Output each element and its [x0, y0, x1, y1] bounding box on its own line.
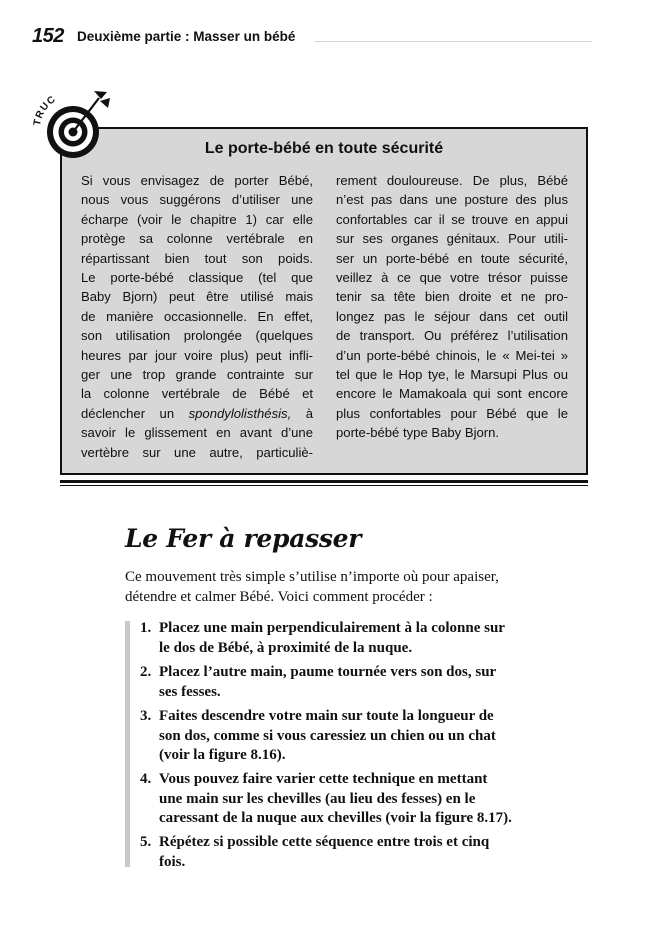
sidebar-line: plus confortables pour Bébé que le [336, 405, 568, 421]
intro-line: détendre et calmer Bébé. Voici comment procéder : [125, 588, 433, 605]
sidebar-line: confortables car il se trouve en appui [336, 211, 568, 227]
intro-line: Ce mouvement très simple s’utilise n’importe où pour apaiser, [125, 569, 499, 585]
sidebar-line: savoir le glissement en avant d’une [81, 425, 313, 441]
sidebar-text-fragment: à [291, 405, 313, 421]
step-line: fois. [159, 853, 186, 870]
sidebar-title: Le porte-bébé en toute sécurité [204, 140, 444, 157]
sidebar-line: Le porte-bébé classique (tel que [81, 270, 313, 286]
sidebar-line: rement douloureuse. De plus, Bébé [336, 173, 568, 188]
step-line: Placez une main perpendiculairement à la colonne sur [159, 620, 505, 636]
sidebar-line: Si vous envisagez de porter Bébé, [81, 173, 313, 188]
step-line: Placez l’autre main, paume tournée vers son dos, sur [159, 664, 497, 680]
step-number: 3. [140, 708, 152, 724]
sidebar-line: de manière occasionnelle. En effet, [81, 308, 313, 324]
running-header-title: Deuxième partie : Masser un bébé [77, 29, 296, 44]
sidebar-line: ger une trop grande contrainte sur [81, 367, 313, 383]
step-number: 1. [140, 620, 152, 636]
sidebar-line: tel que le Hop tye, le Marsupi Plus ou [336, 367, 568, 383]
sidebar-line: heures par jour voire plus) peut infli- [81, 347, 313, 363]
step-text [159, 707, 496, 766]
step-line: le dos de Bébé, à proximité de la nuque. [159, 639, 413, 656]
step-line: caressant de la nuque aux chevilles (voir la figure 8.17). [159, 810, 512, 826]
step-text [159, 663, 496, 702]
section-heading: Le Fer à repasser [125, 524, 362, 553]
sidebar-line: tenir sa tête bien droite et ne pro- [336, 289, 568, 305]
sidebar-bottom-rule [60, 480, 588, 483]
sidebar-text-fragment: déclencher un [81, 405, 189, 421]
sidebar-line: n’est pas dans une posture des plus [336, 192, 568, 208]
sidebar-line: de transport. Ou préférez l’utilisation [336, 328, 568, 344]
step-line: Répétez si possible cette séquence entre trois et cinq [159, 834, 490, 850]
sidebar-line: nous vous suggérons d’utiliser une [81, 192, 313, 208]
medical-term: spondylolisthésis, [188, 405, 292, 421]
step-line: Faites descendre votre main sur toute la longueur de [159, 708, 494, 724]
sidebar-line: répartissant bien tout son poids. [81, 250, 313, 266]
step-line: Vous pouvez faire varier cette technique en mettant [159, 771, 488, 787]
step-number: 2. [140, 664, 152, 680]
sidebar-line: porte-bébé type Baby Bjorn. [336, 425, 500, 441]
step-text [159, 619, 505, 658]
sidebar-line: ser un porte-bébé en toute sécurité, [336, 250, 568, 266]
step-line: (voir la figure 8.16). [159, 747, 286, 763]
step-line: une main sur les chevilles (au lieu des fesses) en le [159, 790, 476, 807]
step-text [159, 770, 512, 829]
step-line: ses fesses. [159, 683, 221, 700]
sidebar-line: écharpe (voir le chapitre 1) car elle [81, 211, 313, 227]
sidebar-line: son utilisation prolongée (quelques [81, 328, 313, 344]
sidebar-left-column [81, 171, 313, 462]
step-text [159, 833, 489, 872]
header-rule [315, 41, 592, 42]
sidebar-line-with-term [81, 404, 313, 423]
step-number: 5. [140, 834, 152, 850]
sidebar-line: longez pas le séjour dans cet outil [336, 308, 568, 324]
step-number: 4. [140, 771, 152, 787]
intro-paragraph [125, 568, 595, 607]
sidebar-line: vertèbre sur une autre, particuliè- [81, 444, 313, 460]
truc-tag-label: TRUC [31, 93, 59, 127]
page-number: 152 [32, 25, 64, 47]
steps-side-bar [125, 621, 130, 867]
sidebar-line: veillez à ce que votre trésor puisse [336, 270, 568, 286]
step-line: son dos, comme si vous caressiez un chien ou un chat [159, 727, 496, 744]
sidebar-right-column [336, 171, 568, 443]
sidebar-line: d’un porte-bébé chinois, le « Mei-tei » [336, 347, 568, 363]
sidebar-line: Baby Bjorn) peut être utilisé mais [81, 289, 313, 305]
sidebar-line: la colonne vertébrale de Bébé et [81, 386, 313, 402]
sidebar-line: encore le Mamakoala qui sont encore [336, 386, 568, 402]
sidebar-bottom-rule-thin [60, 485, 588, 486]
running-header [32, 25, 592, 47]
sidebar-line: protège sa colonne vertébrale en [81, 231, 313, 247]
sidebar-line: sur ses organes génitaux. Pour utili- [336, 231, 568, 247]
